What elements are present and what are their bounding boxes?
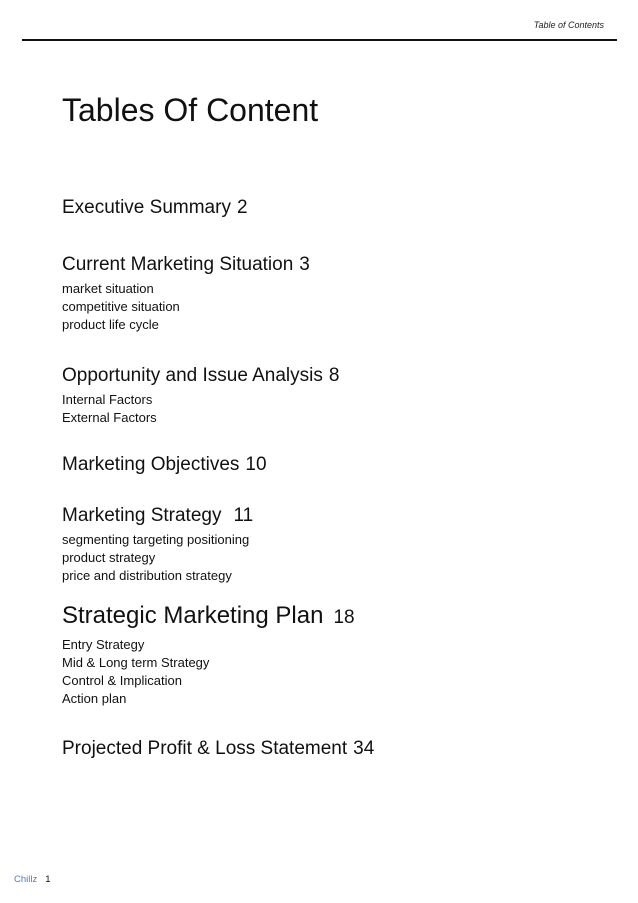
toc-subitem: competitive situation [62, 299, 180, 314]
toc-page-number: 10 [245, 454, 267, 475]
toc-heading-label: Marketing Objectives [62, 454, 240, 475]
toc-subitem: price and distribution strategy [62, 568, 232, 583]
toc-heading-label: Marketing Strategy [62, 505, 222, 526]
toc-heading [62, 197, 248, 219]
toc-heading [62, 602, 355, 632]
toc-subitems [62, 391, 339, 427]
page-title: Tables Of Content [62, 92, 319, 128]
toc-page-number: 18 [333, 607, 355, 628]
toc-entry-current-marketing-situation[interactable] [62, 254, 310, 334]
header-divider [22, 39, 617, 41]
toc-page-number: 8 [328, 365, 340, 386]
toc-entry-executive-summary[interactable] [62, 197, 248, 219]
toc-entry-marketing-strategy[interactable] [62, 505, 253, 585]
toc-entry-marketing-objectives[interactable] [62, 454, 267, 476]
toc-heading [62, 738, 374, 760]
toc-subitem: Mid & Long term Strategy [62, 655, 210, 670]
toc-subitem: product strategy [62, 550, 156, 565]
toc-entry-opportunity-issue-analysis[interactable] [62, 365, 339, 427]
page-footer [14, 874, 51, 885]
toc-subitem: Control & Implication [62, 673, 182, 688]
toc-heading [62, 254, 310, 276]
toc-entry-projected-profit-loss[interactable] [62, 738, 374, 760]
toc-page-number: 34 [353, 738, 375, 759]
toc-subitems [62, 636, 355, 708]
toc-heading-label: Current Marketing Situation [62, 254, 294, 275]
toc-subitems [62, 531, 253, 585]
toc-heading-label: Strategic Marketing Plan [62, 602, 324, 629]
toc-heading-label: Opportunity and Issue Analysis [62, 365, 323, 386]
toc-subitems [62, 280, 310, 334]
toc-page-number: 2 [236, 197, 248, 218]
toc-subitem: Action plan [62, 691, 127, 706]
toc-heading [62, 505, 253, 527]
toc-heading [62, 365, 339, 387]
footer-page-number: 1 [45, 874, 51, 885]
toc-subitem: Entry Strategy [62, 637, 145, 652]
toc-heading-label: Executive Summary [62, 197, 231, 218]
toc-heading [62, 454, 267, 476]
toc-subitem: segmenting targeting positioning [62, 532, 250, 547]
footer-brand: Chillz [14, 874, 38, 885]
toc-page-number: 3 [299, 254, 310, 275]
running-header: Table of Contents [533, 20, 604, 30]
toc-subitem: External Factors [62, 410, 157, 425]
toc-heading-label: Projected Profit & Loss Statement [62, 738, 348, 759]
toc-subitem: product life cycle [62, 317, 159, 332]
toc-subitem: Internal Factors [62, 392, 153, 407]
toc-entry-strategic-marketing-plan[interactable] [62, 602, 355, 708]
toc-page-number: 11 [233, 505, 254, 526]
toc-subitem: market situation [62, 281, 154, 296]
